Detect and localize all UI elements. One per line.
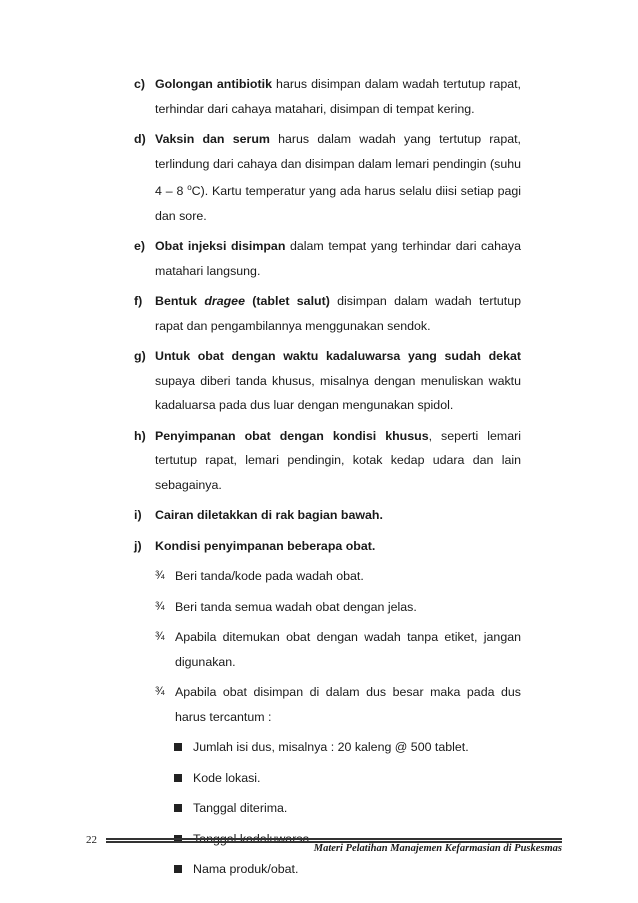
list-item-c [134, 72, 521, 121]
list-item-d [134, 127, 521, 228]
square-item-text: Tanggal diterima. [193, 801, 288, 816]
sub-item [155, 625, 521, 674]
item-rest: , seperti lemari tertutup rapat, lemari pendingin, kotak kedap udara dan lain sebagainya. [155, 428, 521, 492]
sub-item [155, 595, 521, 620]
item-text [155, 534, 521, 559]
item-bold: Obat injeksi disimpan [155, 239, 286, 254]
item-rest: dalam tempat yang terhindar dari cahaya matahari langsung. [155, 239, 521, 278]
sub-item-text: Beri tanda semua wadah obat dengan jelas. [175, 599, 417, 614]
item-rest: disimpan dalam wadah tertutup rapat dan pengambilannya menggunakan sendok. [155, 294, 522, 333]
sub-bullet-icon: ¾ [155, 570, 165, 583]
footer-rule-top [106, 838, 562, 840]
item-text [155, 72, 521, 121]
list-item-e [134, 234, 521, 283]
item-marker: f) [134, 294, 143, 309]
item-bold: Penyimpanan obat dengan kondisi khusus [155, 428, 429, 443]
sub-bullet-icon: ¾ [155, 631, 165, 644]
item-text [155, 289, 521, 338]
square-item [174, 857, 521, 882]
item-bold: Bentuk [155, 294, 205, 309]
item-marker: h) [134, 428, 146, 443]
sub-item-text: Apabila ditemukan obat dengan wadah tanpa etiket, jangan digunakan. [175, 630, 521, 669]
item-marker: e) [134, 239, 146, 254]
item-text [155, 424, 521, 498]
square-item-text: Kode lokasi. [193, 770, 261, 785]
list-item-f [134, 289, 521, 338]
item-marker: d) [134, 132, 146, 146]
square-bullet-icon [174, 796, 193, 821]
sub-bullet-icon: ¾ [155, 686, 165, 699]
document-body [134, 72, 521, 888]
sub-item [155, 564, 521, 589]
square-item-text: Jumlah isi dus, misalnya : 20 kaleng @ 500 tablet. [193, 740, 469, 755]
item-rest-2: C). Kartu temperatur yang ada harus selalu diisi setiap pagi dan sore. [155, 184, 521, 223]
list-item-j [134, 534, 521, 559]
list-item-h [134, 424, 521, 498]
sub-item-text: Beri tanda/kode pada wadah obat. [175, 569, 364, 584]
footer-title: Materi Pelatihan Manajemen Kefarmasian di Puskesmas [313, 843, 562, 854]
item-bold: Cairan diletakkan di rak bagian bawah. [155, 508, 383, 523]
item-text [155, 503, 521, 528]
square-bullet-icon [174, 735, 193, 760]
item-rest: supaya diberi tanda khusus, misalnya dengan menuliskan waktu kadaluarsa pada dus luar dengan mengunakan spidol. [155, 373, 521, 413]
square-item-text: Nama produk/obat. [193, 862, 299, 877]
list-item-g [134, 344, 521, 418]
item-rest: harus disimpan dalam wadah tertutup rapat, terhindar dari cahaya matahari, disimpan di tempat kering. [155, 77, 521, 116]
item-marker: g) [134, 349, 146, 364]
item-bold-italic: dragee [204, 294, 245, 309]
sub-bullet-icon: ¾ [155, 600, 165, 613]
item-bold: Golongan antibiotik [155, 77, 272, 91]
square-item [174, 766, 521, 791]
page-number: 22 [86, 834, 97, 846]
item-marker: i) [134, 508, 142, 523]
item-marker: j) [134, 538, 142, 553]
item-bold: Kondisi penyimpanan beberapa obat. [155, 538, 376, 553]
item-text [155, 127, 521, 228]
square-bullet-icon [174, 857, 193, 882]
list-item-i [134, 503, 521, 528]
item-text [155, 234, 521, 283]
item-bold-2: (tablet salut) [244, 294, 330, 309]
square-item [174, 735, 521, 760]
item-text [155, 344, 521, 418]
item-bold: Vaksin dan serum [155, 132, 270, 146]
item-rest: harus dalam wadah yang tertutup rapat, terlindung dari cahaya dan disimpan dalam lemari pendingin (suhu 4 – 8 [155, 132, 521, 199]
item-bold: Untuk obat dengan waktu kadaluwarsa yang sudah dekat [155, 349, 521, 364]
sub-item-text: Apabila obat disimpan di dalam dus besar maka pada dus harus tercantum : [175, 685, 521, 724]
item-marker: c) [134, 77, 146, 91]
square-bullet-icon [174, 766, 193, 791]
degree-sup: o [187, 183, 192, 192]
sub-item [155, 680, 521, 729]
square-item [174, 796, 521, 821]
